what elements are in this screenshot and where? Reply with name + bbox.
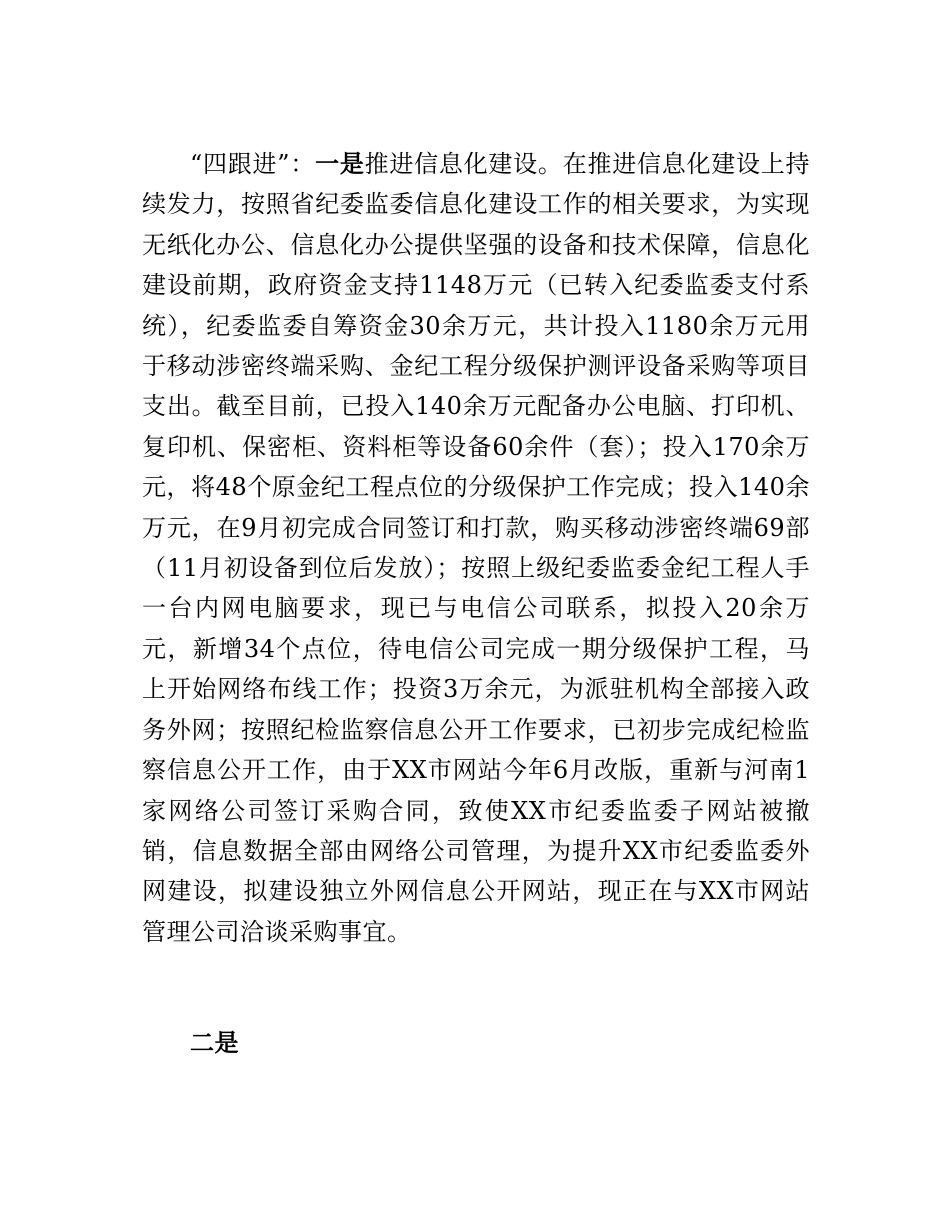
paragraph-four-follow-ups: [142, 144, 810, 952]
paragraph-body: 推进信息化建设。在推进信息化建设上持续发力，按照省纪委监委信息化建设工作的相关要求，为实现无纸化办公、信息化办公提供坚强的设备和技术保障，信息化建设前期，政府资金支持1148万元（已转入纪委监委支付系统），纪委监委自筹资金30余万元，共计投入1180余万元用于移动涉密终端采购、金纪工程分级保护测评设备采购等项目支出。截至目前，已投入140余万元配备办公电脑、打印机、复印机、保密柜、资料柜等设备60余件（套）；投入170余万元，将48个原金纪工程点位的分级保护工作完成；投入140余万元，在9月初完成合同签订和打款，购买移动涉密终端69部（11月初设备到位后发放）；按照上级纪委监委金纪工程人手一台内网电脑要求，现已与电信公司联系，拟投入20余万元，新增34个点位，待电信公司完成一期分级保护工程，马上开始网络布线工作；投资3万余元，为派驻机构全部接入政务外网；按照纪检监察信息公开工作要求，已初步完成纪检监察信息公开工作，由于XX市网站今年6月改版，重新与河南1家网络公司签订采购合同，致使XX市纪委监委子网站被撤销，信息数据全部由网络公司管理，为提升XX市纪委监委外网建设，拟建设独立外网信息公开网站，现正在与XX市网站管理公司洽谈采购事宜。: [142, 150, 811, 946]
paragraph-lead: “四跟进”：: [190, 150, 316, 178]
item-one-label: 一是: [315, 149, 365, 178]
paragraph-item-two: [142, 1023, 810, 1063]
item-two-label: 二是: [190, 1028, 239, 1057]
